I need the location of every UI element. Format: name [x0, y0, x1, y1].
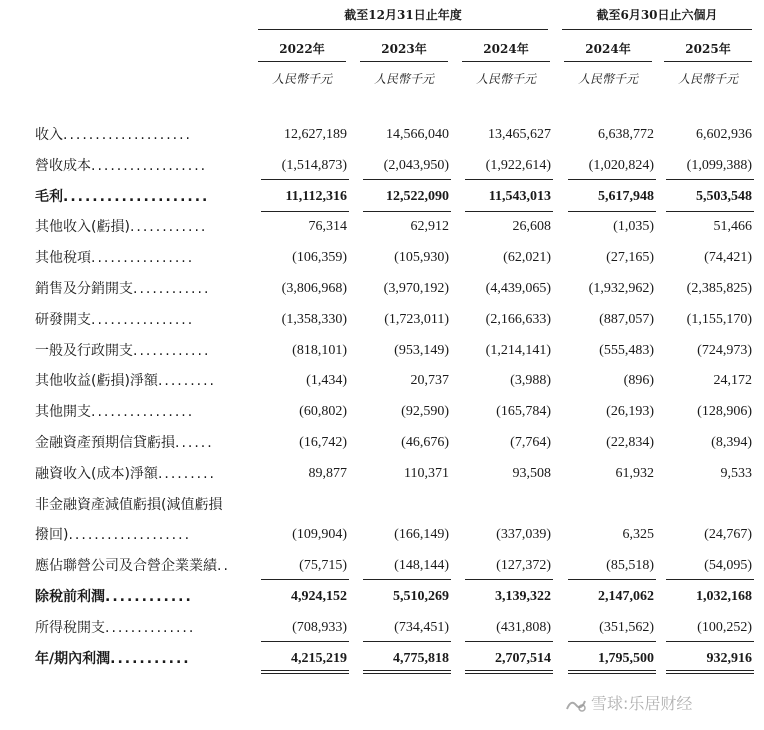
row-label-text: 其他收益(虧損)淨額: [35, 373, 158, 390]
cell-value: 11,543,013: [488, 188, 551, 204]
double-underline: [465, 670, 553, 674]
underline: [568, 641, 656, 642]
cell-value: (818,101): [292, 342, 347, 358]
table-row: [0, 582, 764, 612]
cell-value: (3,970,192): [383, 281, 449, 296]
cell-value: 110,371: [404, 465, 449, 481]
cell-value: 12,522,090: [386, 188, 449, 204]
underline: [261, 641, 349, 642]
column-rule: [258, 61, 346, 62]
column-year: 2022年: [279, 42, 325, 56]
row-label-text: 除稅前利潤: [35, 589, 105, 605]
underline: [363, 179, 451, 180]
row-label: [35, 336, 240, 366]
row-label-text: 收入: [35, 127, 63, 143]
cell-value: (431,808): [496, 619, 551, 635]
cell-value: (128,906): [697, 404, 752, 420]
cell-value: (2,166,633): [485, 311, 551, 327]
cell-value: (337,039): [496, 527, 551, 543]
table-row: [0, 397, 764, 427]
cell-value: (1,932,962): [588, 281, 654, 296]
cell-value: (109,904): [292, 527, 347, 543]
cell-value: (62,021): [503, 250, 551, 266]
underline: [261, 211, 349, 212]
row-label: [35, 243, 240, 273]
table-row: [0, 243, 764, 273]
table-row: [0, 459, 764, 489]
cell-value: (85,518): [606, 558, 654, 574]
column-unit: 人民幣千元: [577, 72, 638, 86]
row-label: [35, 305, 240, 335]
column-rule: [564, 61, 652, 62]
row-label-text: 營收成本: [35, 157, 91, 174]
row-label: [35, 644, 240, 674]
table-row: [0, 613, 764, 643]
underline: [666, 179, 754, 180]
row-label: [35, 582, 240, 612]
cell-value: 11,112,316: [285, 188, 347, 204]
row-label-leader: ................: [91, 250, 195, 267]
double-underline: [568, 670, 656, 674]
row-label-leader: ......: [175, 435, 214, 451]
cell-value: 89,877: [308, 465, 347, 481]
cell-value: (1,035): [613, 219, 654, 235]
cell-value: 62,912: [410, 219, 449, 235]
cell-value: (54,095): [704, 558, 752, 574]
cell-value: (8,394): [711, 435, 752, 450]
underline: [666, 579, 754, 580]
row-label: [35, 366, 240, 396]
cell-value: (127,372): [496, 558, 551, 574]
cell-value: (106,359): [292, 250, 347, 266]
snowball-logo-icon: [565, 697, 587, 713]
row-label: [35, 151, 240, 181]
cell-value: [459, 490, 551, 520]
cell-value: (100,252): [697, 619, 752, 635]
cell-value: (1,723,011): [384, 311, 449, 327]
cell-value: 5,503,548: [696, 188, 752, 204]
underline: [465, 579, 553, 580]
cell-value: (2,385,825): [686, 281, 752, 296]
column-year: 2024年: [483, 42, 529, 56]
cell-value: (75,715): [299, 558, 347, 574]
table-row: [0, 305, 764, 335]
table-row: [0, 520, 764, 550]
column-unit: 人民幣千元: [271, 72, 332, 86]
cell-value: (148,144): [394, 558, 449, 574]
table-row: [0, 366, 764, 396]
row-label-leader: ................: [91, 311, 195, 328]
header-group-six-months: 截至6月30日止六個月: [596, 8, 718, 22]
cell-value: (105,930): [394, 250, 449, 266]
row-label-text: 毛利: [35, 188, 63, 205]
row-label-leader: ...........: [110, 650, 191, 667]
row-label-leader: ............: [129, 219, 208, 236]
cell-value: [660, 490, 752, 520]
cell-value: 20,737: [410, 373, 449, 389]
table-row: [0, 182, 764, 212]
cell-value: 61,932: [615, 465, 654, 481]
row-label: [35, 182, 240, 212]
cell-value: 76,314: [308, 219, 347, 235]
row-label: [35, 212, 240, 242]
row-label-text: 其他收入(虧損): [35, 219, 130, 236]
column-year: 2025年: [685, 42, 731, 56]
row-label-text: 非金融資產減值虧損(減值虧損: [35, 496, 223, 513]
column-unit: 人民幣千元: [677, 72, 738, 86]
cell-value: (724,973): [697, 342, 752, 358]
row-label-leader: ..: [217, 558, 230, 575]
cell-value: (887,057): [599, 311, 654, 327]
row-label-leader: .........: [157, 465, 216, 482]
cell-value: 6,602,936: [696, 127, 752, 142]
cell-value: (92,590): [401, 404, 449, 420]
cell-value: 4,215,219: [291, 650, 347, 666]
cell-value: [562, 490, 654, 520]
column-year: 2024年: [585, 42, 631, 56]
cell-value: (1,358,330): [281, 311, 347, 327]
row-label-leader: .........: [157, 373, 216, 390]
cell-value: (896): [623, 373, 654, 389]
cell-value: 12,627,189: [284, 127, 347, 142]
cell-value: (1,434): [306, 373, 347, 389]
cell-value: 4,924,152: [291, 589, 347, 604]
cell-value: 5,510,269: [393, 589, 449, 604]
cell-value: 4,775,818: [393, 650, 449, 666]
column-rule: [664, 61, 752, 62]
row-label-text: 撥回): [35, 527, 69, 544]
table-row: [0, 490, 764, 520]
watermark: [565, 690, 692, 718]
cell-value: (166,149): [394, 527, 449, 543]
cell-value: (26,193): [606, 404, 654, 420]
table-row: [0, 428, 764, 458]
row-label-leader: ..................: [91, 157, 208, 174]
row-label-leader: ...................: [68, 527, 192, 544]
cell-value: (74,421): [704, 250, 752, 266]
cell-value: 932,916: [706, 650, 752, 666]
cell-value: 5,617,948: [598, 188, 654, 204]
table-row: [0, 212, 764, 242]
cell-value: 6,638,772: [598, 127, 654, 142]
row-label-text: 金融資產預期信貸虧損: [35, 435, 175, 451]
row-label: [35, 551, 240, 581]
underline: [568, 179, 656, 180]
cell-value: (3,988): [510, 373, 551, 389]
cell-value: (1,514,873): [281, 157, 347, 173]
cell-value: (46,676): [401, 435, 449, 450]
cell-value: 14,566,040: [386, 127, 449, 142]
row-label-text: 所得稅開支: [35, 619, 105, 636]
cell-value: (708,933): [292, 619, 347, 635]
row-label-leader: ....................: [63, 127, 193, 143]
row-label: [35, 613, 240, 643]
cell-value: [357, 490, 449, 520]
cell-value: (27,165): [606, 250, 654, 266]
cell-value: 26,608: [512, 219, 551, 235]
cell-value: (1,214,141): [485, 342, 551, 358]
row-label-leader: ..............: [105, 619, 196, 636]
cell-value: 1,795,500: [598, 650, 654, 666]
cell-value: (734,451): [394, 619, 449, 635]
row-label-text: 研發開支: [35, 311, 91, 328]
watermark-text: 雪球:乐居财经: [591, 694, 693, 713]
header-group-fiscal-year: 截至12月31日止年度: [344, 8, 462, 22]
row-label-text: 融資收入(成本)淨額: [35, 465, 158, 482]
cell-value: 1,032,168: [696, 589, 752, 604]
header-group-rule: [562, 29, 752, 30]
column-rule: [462, 61, 550, 62]
cell-value: (16,742): [299, 435, 347, 450]
cell-value: (351,562): [599, 619, 654, 635]
row-label-text: 年/期內利潤: [35, 650, 111, 667]
underline: [363, 641, 451, 642]
table-row: [0, 644, 764, 674]
underline: [465, 211, 553, 212]
cell-value: 2,147,062: [598, 589, 654, 604]
row-label-leader: ............: [133, 281, 211, 297]
column-year: 2023年: [381, 42, 427, 56]
cell-value: (7,764): [510, 435, 551, 450]
cell-value: (555,483): [599, 342, 654, 358]
row-label-text: 其他稅項: [35, 250, 91, 267]
cell-value: 6,325: [622, 527, 654, 543]
cell-value: (953,149): [394, 342, 449, 358]
row-label: [35, 490, 240, 520]
underline: [568, 211, 656, 212]
double-underline: [363, 670, 451, 674]
table-row: [0, 336, 764, 366]
column-unit: 人民幣千元: [373, 72, 434, 86]
table-row: [0, 551, 764, 581]
row-label: [35, 459, 240, 489]
underline: [666, 641, 754, 642]
cell-value: (1,922,614): [485, 157, 551, 173]
double-underline: [666, 670, 754, 674]
column-unit: 人民幣千元: [475, 72, 536, 86]
row-label: [35, 428, 240, 458]
underline: [568, 579, 656, 580]
table-row: [0, 274, 764, 304]
row-label-leader: ................: [91, 404, 195, 421]
cell-value: (2,043,950): [383, 157, 449, 173]
row-label-text: 一般及行政開支: [35, 342, 133, 359]
row-label-text: 其他開支: [35, 404, 91, 421]
cell-value: (60,802): [299, 404, 347, 420]
cell-value: (24,767): [704, 527, 752, 543]
cell-value: (3,806,968): [281, 281, 347, 296]
cell-value: 3,139,322: [495, 589, 551, 604]
underline: [465, 641, 553, 642]
cell-value: (1,099,388): [686, 157, 752, 173]
cell-value: (1,155,170): [686, 311, 752, 327]
cell-value: 13,465,627: [488, 127, 551, 142]
underline: [261, 179, 349, 180]
table-row: [0, 151, 764, 181]
cell-value: (1,020,824): [588, 157, 654, 173]
row-label-leader: ............: [133, 342, 211, 359]
row-label: [35, 397, 240, 427]
underline: [363, 579, 451, 580]
underline: [465, 179, 553, 180]
row-label-leader: ............: [105, 589, 193, 605]
cell-value: (165,784): [496, 404, 551, 420]
row-label-text: 應佔聯營公司及合營企業業績: [35, 558, 217, 575]
cell-value: 2,707,514: [495, 650, 551, 666]
cell-value: [255, 490, 347, 520]
underline: [666, 211, 754, 212]
row-label: [35, 120, 240, 150]
cell-value: 24,172: [713, 373, 752, 389]
header-group-rule: [258, 29, 548, 30]
row-label-leader: ....................: [63, 188, 210, 205]
cell-value: (4,439,065): [485, 281, 551, 296]
cell-value: 93,508: [512, 465, 551, 481]
row-label: [35, 520, 240, 550]
row-label-text: 銷售及分銷開支: [35, 281, 133, 297]
cell-value: 51,466: [713, 219, 752, 235]
underline: [261, 579, 349, 580]
row-label: [35, 274, 240, 304]
underline: [363, 211, 451, 212]
cell-value: 9,533: [720, 465, 752, 481]
cell-value: (22,834): [606, 435, 654, 450]
double-underline: [261, 670, 349, 674]
table-row: [0, 120, 764, 150]
column-rule: [360, 61, 448, 62]
